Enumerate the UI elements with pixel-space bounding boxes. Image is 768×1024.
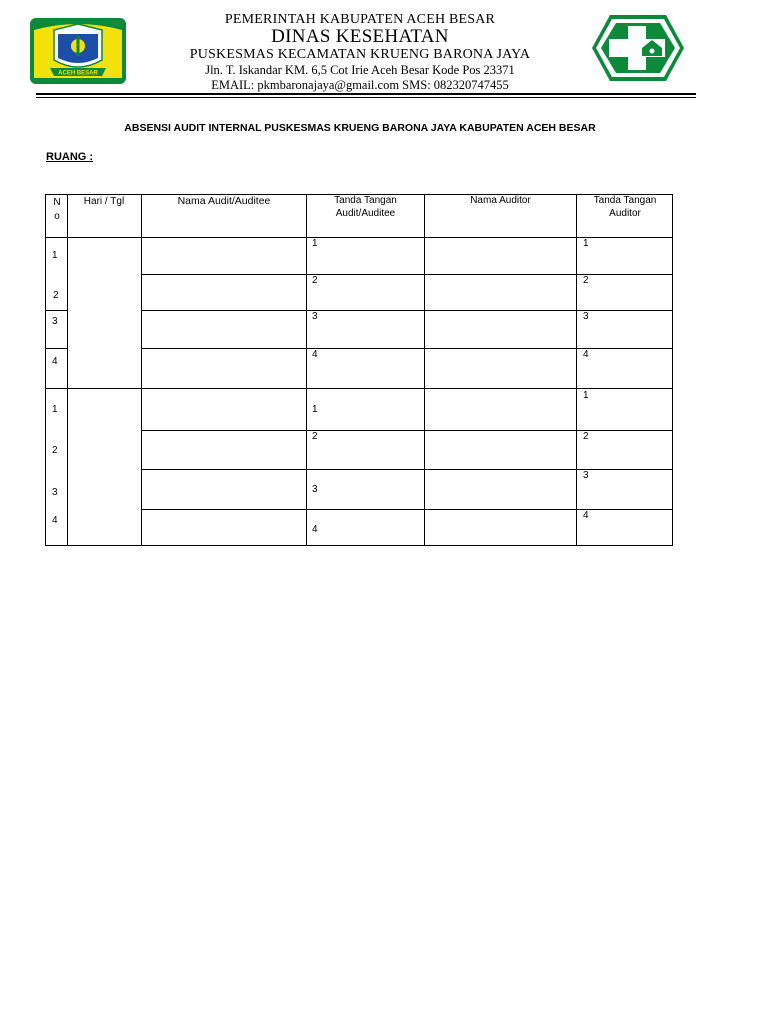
emblem-text: ACEH BESAR <box>58 70 98 77</box>
header-no-line1: N <box>53 197 61 208</box>
group2-ttd-auditor-2: 2 <box>583 431 589 442</box>
group2-ttd-audit-3: 3 <box>312 484 318 495</box>
ruang-label: RUANG : <box>46 151 94 163</box>
group2-ttd-audit-4: 4 <box>312 524 318 535</box>
letterhead-rule-thin <box>36 97 696 98</box>
group1-ttd-auditor-1: 1 <box>583 238 589 249</box>
group2-no-4: 4 <box>52 515 58 526</box>
letterhead <box>0 0 768 100</box>
letterhead-rule-thick <box>36 93 696 95</box>
group1-no-4: 4 <box>52 356 58 367</box>
group1-no-2: 2 <box>53 290 59 301</box>
header-no <box>51 196 63 223</box>
group1-ttd-audit-3: 3 <box>312 311 318 322</box>
group1-no-3: 3 <box>52 316 58 327</box>
group2-no-2: 2 <box>52 445 58 456</box>
puskesmas-logo <box>590 13 686 83</box>
aceh-besar-emblem-logo <box>28 16 128 86</box>
header-ttd-auditor-line1: Tanda Tangan <box>593 195 657 206</box>
health-center-name: PUSKESMAS KECAMATAN KRUENG BARONA JAYA <box>189 47 531 62</box>
group2-ttd-auditor-3: 3 <box>583 470 589 481</box>
document-title: ABSENSI AUDIT INTERNAL PUSKESMAS KRUENG BARONA JAYA KABUPATEN ACEH BESAR <box>124 122 596 134</box>
group2-no-3: 3 <box>52 487 58 498</box>
address: Jln. T. Iskandar KM. 6,5 Cot Irie Aceh Besar Kode Pos 23371 <box>205 63 515 77</box>
group1-ttd-auditor-3: 3 <box>583 311 589 322</box>
group1-no-1: 1 <box>52 250 58 261</box>
group2-ttd-auditor-4: 4 <box>583 510 589 521</box>
government-name: PEMERINTAH KABUPATEN ACEH BESAR <box>224 12 496 27</box>
group2-ttd-audit-2: 2 <box>312 431 318 442</box>
header-nama-audit: Nama Audit/Auditee <box>177 195 271 207</box>
header-ttd-audit-line1: Tanda Tangan <box>334 195 397 206</box>
group2-ttd-auditor-1: 1 <box>583 390 589 401</box>
header-ttd-audit-line2: Audit/Auditee <box>335 208 396 219</box>
header-no-line2: o <box>54 211 60 222</box>
header-nama-auditor: Nama Auditor <box>470 195 531 206</box>
contact: EMAIL: pkmbaronajaya@gmail.com SMS: 082320747455 <box>211 78 509 92</box>
letterhead-text <box>130 12 590 93</box>
group2-no-1: 1 <box>52 404 58 415</box>
table-grid <box>45 194 675 549</box>
group1-ttd-audit-1: 1 <box>312 238 318 249</box>
header-ttd-audit <box>307 194 424 220</box>
group1-ttd-auditor-4: 4 <box>583 349 589 360</box>
group2-ttd-audit-1: 1 <box>312 404 318 415</box>
group1-ttd-audit-4: 4 <box>312 349 318 360</box>
header-hari-tgl: Hari / Tgl <box>83 196 125 207</box>
department-name: DINAS KESEHATAN <box>271 26 449 47</box>
header-ttd-auditor <box>577 194 673 220</box>
header-ttd-auditor-line2: Auditor <box>609 208 641 219</box>
group1-ttd-auditor-2: 2 <box>583 275 589 286</box>
group1-ttd-audit-2: 2 <box>312 275 318 286</box>
